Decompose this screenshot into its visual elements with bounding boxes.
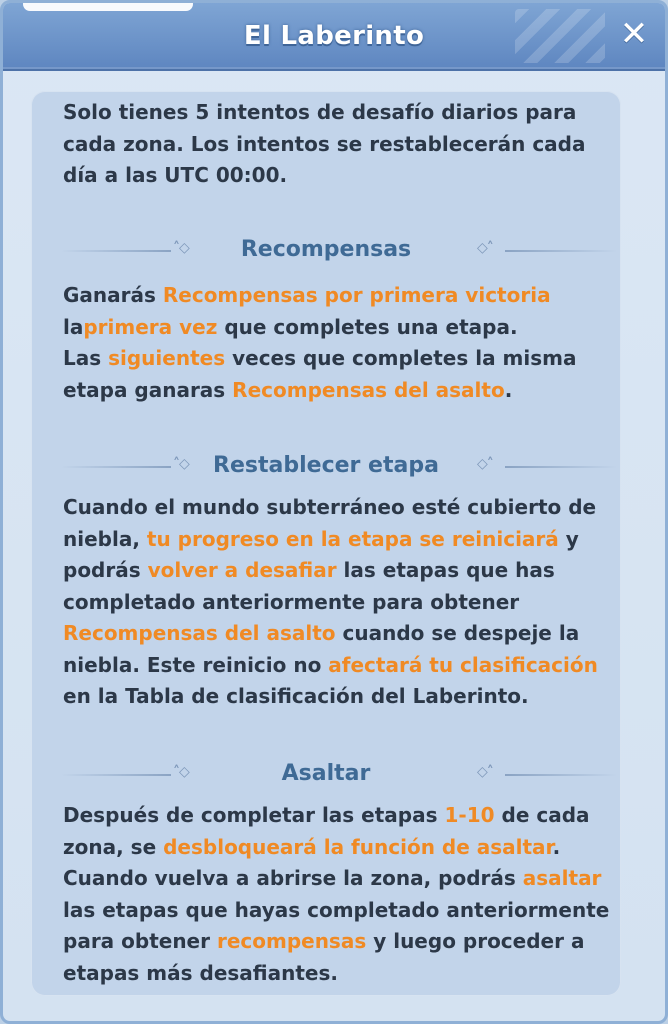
body-text: y luego proceder a: [366, 929, 585, 953]
text-line: [63, 587, 623, 619]
highlight-text: recompensas: [216, 929, 367, 953]
text-line: [63, 555, 623, 587]
body-text: etapas más desafiantes.: [63, 960, 338, 985]
highlight-text: 1-10: [444, 803, 495, 827]
text-line: [63, 618, 623, 650]
body-text: Cuando el mundo subterráneo esté cubierto de: [63, 495, 597, 519]
highlight-text: asaltar: [522, 866, 602, 890]
section-body-asaltar: [63, 800, 623, 989]
highlight-text: Recompensas del asalto: [63, 621, 336, 645]
text-line: [63, 492, 623, 524]
body-text: Cuando vuelva a abrirse la zona, podrás: [63, 866, 523, 890]
body-text: .: [504, 377, 513, 402]
highlight-text: siguientes: [108, 346, 226, 370]
body-text: Las: [63, 346, 109, 370]
body-text: Después de completar las etapas: [63, 803, 445, 827]
highlight-text: Recompensas por primera victoria: [162, 283, 551, 307]
dialog-header: [3, 3, 665, 71]
ornament-right-icon: ◇˄: [477, 456, 493, 472]
section-title-asaltar: Asaltar: [281, 761, 371, 786]
highlight-text: desbloqueará la función de asaltar: [163, 834, 553, 859]
text-line: [63, 895, 623, 927]
text-line: [63, 832, 623, 864]
body-text: la: [63, 314, 84, 339]
highlight-text: tu progreso en la etapa se reiniciará: [146, 526, 559, 551]
highlight-text: primera vez: [83, 314, 218, 339]
ornament-right-icon: ◇˄: [477, 240, 493, 256]
divider-right: [505, 774, 617, 776]
text-line: [63, 681, 623, 713]
body-text: podrás: [63, 558, 148, 582]
section-title-recompensas: Recompensas: [240, 237, 412, 262]
text-line: [63, 375, 623, 407]
body-text: veces que completes la misma: [225, 346, 577, 370]
text-line: [63, 280, 623, 312]
body-text: zona, se: [63, 834, 164, 859]
section-body-recompensas: [63, 280, 623, 406]
divider-right: [505, 250, 617, 252]
dialog-title: El Laberinto: [243, 21, 425, 51]
snow-decoration: [23, 0, 193, 11]
intro-text: Solo tienes 5 intentos de desafío diarios para cada zona. Los intentos se restablecerán cada día a las UTC 00:00.: [63, 100, 586, 187]
body-text: en la Tabla de clasificación del Laberinto.: [63, 684, 529, 708]
highlight-text: volver a desafiar: [147, 558, 337, 582]
text-line: [63, 312, 623, 344]
body-text: y: [558, 526, 579, 551]
text-line: [63, 343, 623, 375]
highlight-text: afectará tu clasificación: [328, 652, 598, 677]
ornament-right-icon: ◇˄: [477, 764, 493, 780]
divider-right: [505, 466, 617, 468]
text-line: [63, 926, 623, 958]
body-text: niebla. Este reinicio no: [63, 652, 329, 677]
body-text: que completes una etapa.: [217, 314, 518, 339]
ornament-left-icon: ˄◇: [173, 240, 189, 256]
ornament-left-icon: ˄◇: [173, 456, 189, 472]
body-text: las etapas que hayas completado anteriormente: [63, 897, 610, 922]
highlight-text: Recompensas del asalto: [232, 377, 505, 402]
body-text: completado anteriormente para obtener: [63, 589, 520, 614]
text-line: [63, 650, 623, 682]
text-line: [63, 524, 623, 556]
body-text: niebla,: [63, 526, 147, 551]
text-line: [63, 863, 623, 895]
body-text: las etapas que has: [336, 558, 555, 582]
body-text: cuando se despeje la: [335, 621, 580, 645]
section-title-restablecer: Restablecer etapa: [213, 453, 439, 478]
body-text: Ganarás: [63, 283, 163, 307]
section-body-restablecer: [63, 492, 623, 713]
body-text: para obtener: [63, 929, 217, 953]
body-text: de cada: [494, 803, 590, 827]
body-text: .: [552, 834, 561, 859]
body-text: etapa ganaras: [63, 377, 233, 402]
text-line: [63, 800, 623, 832]
content-panel: [31, 91, 621, 996]
close-icon[interactable]: ✕: [619, 14, 649, 54]
ornament-left-icon: ˄◇: [173, 764, 189, 780]
text-line: [63, 958, 623, 990]
